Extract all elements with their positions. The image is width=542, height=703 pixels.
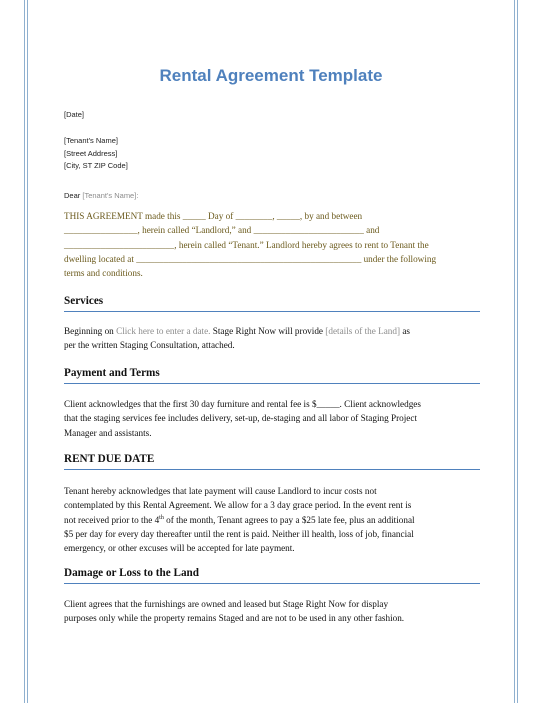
payment-heading: Payment and Terms — [64, 367, 480, 384]
damage-line-2: purposes only while the property remains Staged and are not to be used in any other fashion. — [64, 613, 405, 624]
agreement-line-2: ________________, herein called “Landlord,” and ________________________ and — [64, 225, 380, 236]
payment-line-3: Manager and assistants. — [64, 427, 152, 438]
rent-due-heading: RENT DUE DATE — [64, 453, 480, 470]
land-details-field[interactable]: [details of the Land] — [325, 326, 401, 336]
right-frame-line-outer — [517, 0, 518, 703]
salutation-prefix: Dear — [64, 191, 81, 200]
ordinal-suffix: th — [159, 514, 164, 521]
services-text-end: as — [400, 326, 410, 336]
tenant-address-block — [64, 135, 128, 173]
agreement-line-1: THIS AGREEMENT made this _____ Day of ________, _____, by and between — [64, 211, 363, 221]
payment-line-2: that the staging services fee includes delivery, set-up, de-staging and all labor of Staging Project — [64, 413, 418, 424]
document-title: Rental Agreement Template — [159, 66, 383, 85]
street-address-placeholder: [Street Address] — [64, 148, 118, 158]
agreement-line-3: ________________________, herein called “Tenant.” Landlord hereby agrees to rent to Tenant the — [64, 239, 429, 250]
services-paragraph — [64, 324, 482, 353]
rent-due-line-5: emergency, or other excuses will be accepted for late payment. — [64, 543, 295, 554]
damage-paragraph — [64, 597, 482, 626]
tenant-name-placeholder: [Tenant's Name] — [64, 136, 118, 145]
rent-due-line-3-start: not received prior to the 4 — [64, 514, 160, 525]
rent-due-paragraph — [64, 484, 482, 555]
payment-line-1: Client acknowledges that the first 30 day furniture and rental fee is $_____. Client acknowledges — [64, 399, 421, 409]
services-text-start: Beginning on — [64, 326, 117, 336]
date-placeholder: [Date] — [64, 110, 85, 119]
rent-due-line-3 — [64, 513, 482, 527]
damage-line-1: Client agrees that the furnishings are owned and leased but Stage Right Now for display — [64, 599, 389, 609]
agreement-line-4: dwelling located at _________________________________________________ under the following — [64, 253, 437, 264]
agreement-line-5: terms and conditions. — [64, 268, 143, 279]
payment-paragraph — [64, 397, 482, 440]
agreement-paragraph — [64, 209, 482, 280]
rent-due-line-2: contemplated by this Rental Agreement. We allow for a 3 day grace period. In the event rent is — [64, 500, 412, 511]
rent-due-line-3-end: of the month, Tenant agrees to pay a $25 late fee, plus an additional — [163, 514, 415, 525]
services-line-2: per the written Staging Consultation, attached. — [64, 340, 235, 351]
services-text-mid: Stage Right Now will provide — [210, 326, 326, 336]
damage-heading: Damage or Loss to the Land — [64, 567, 480, 584]
date-picker-field[interactable]: Click here to enter a date. — [116, 326, 211, 336]
salutation — [64, 190, 138, 203]
rent-due-line-1: Tenant hereby acknowledges that late payment will cause Landlord to incur costs not — [64, 486, 377, 496]
services-heading: Services — [64, 295, 480, 312]
left-frame-line-inner — [27, 0, 28, 703]
services-line-1 — [64, 324, 482, 338]
city-placeholder: [City, ST ZIP Code] — [64, 161, 128, 170]
rent-due-line-4: $5 per day for every day thereafter until the rent is paid. Neither ill health, loss of job, financial — [64, 528, 414, 539]
salutation-name: [Tenant's Name]: — [82, 191, 139, 200]
left-frame-line-outer — [24, 0, 25, 703]
right-frame-line-inner — [514, 0, 515, 703]
